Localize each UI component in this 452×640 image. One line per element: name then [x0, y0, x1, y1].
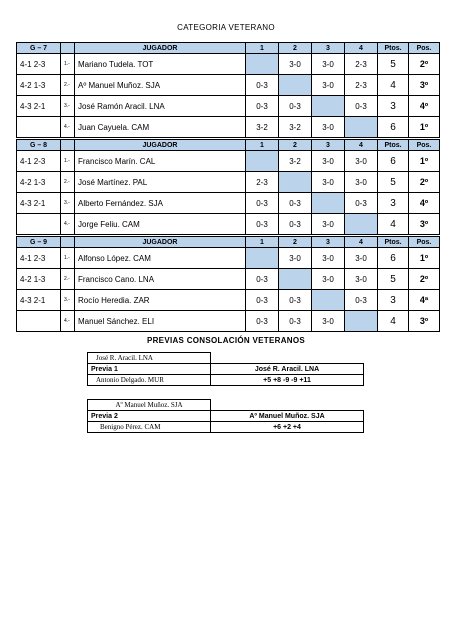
- result-vs-2: 3-0: [279, 248, 312, 269]
- result-vs-1: 0-3: [246, 311, 279, 332]
- position: 4º: [409, 96, 440, 117]
- result-vs-2: [279, 75, 312, 96]
- crossing-order: [17, 311, 61, 332]
- player-name: Alberto Fernández. SJA: [75, 193, 246, 214]
- result-vs-3: [312, 290, 345, 311]
- table-row: [17, 54, 440, 75]
- result-vs-2: 0-3: [279, 96, 312, 117]
- result-vs-3: 3-0: [312, 248, 345, 269]
- header-col-4: 4: [345, 237, 378, 248]
- result-vs-1: 0-3: [246, 96, 279, 117]
- group-name: G – 7: [17, 43, 61, 54]
- player-number: 3.-: [61, 96, 75, 117]
- group-table-g7: [16, 42, 440, 138]
- header-col-4: 4: [345, 43, 378, 54]
- result-vs-4: [345, 311, 378, 332]
- player-number: 2.-: [61, 172, 75, 193]
- previa-1-winner: José R. Aracil. LNA: [211, 364, 364, 375]
- table-row: [17, 269, 440, 290]
- player-name: Aº Manuel Muñoz. SJA: [75, 75, 246, 96]
- table-row: [17, 193, 440, 214]
- player-name: Juan Cayuela. CAM: [75, 117, 246, 138]
- result-vs-1: 0-3: [246, 193, 279, 214]
- position: 3º: [409, 311, 440, 332]
- position: 2º: [409, 269, 440, 290]
- player-number: 4.-: [61, 117, 75, 138]
- table-row: [17, 290, 440, 311]
- points: 6: [378, 248, 409, 269]
- header-col-1: 1: [246, 237, 279, 248]
- header-position: Pos.: [409, 237, 440, 248]
- result-vs-1: 0-3: [246, 214, 279, 235]
- previa-1-bottom-player: Antonio Delgado. MUR: [88, 375, 211, 386]
- group-table-g9: [16, 236, 440, 332]
- table-row: [17, 96, 440, 117]
- previa-2-table: [87, 399, 364, 433]
- table-row: [17, 151, 440, 172]
- result-vs-2: 0-3: [279, 193, 312, 214]
- previa-2-bottom-player: Benigno Pérez. CAM: [88, 422, 211, 433]
- player-number: 3.-: [61, 290, 75, 311]
- player-name: José Ramón Aracil. LNA: [75, 96, 246, 117]
- result-vs-2: 3-2: [279, 151, 312, 172]
- header-col-1: 1: [246, 43, 279, 54]
- position: 1º: [409, 117, 440, 138]
- header-blank: [61, 237, 75, 248]
- result-vs-4: 2-3: [345, 54, 378, 75]
- result-vs-3: [312, 193, 345, 214]
- player-name: Manuel Sánchez. ELI: [75, 311, 246, 332]
- result-vs-3: [312, 96, 345, 117]
- result-vs-3: 3-0: [312, 172, 345, 193]
- crossing-order: [17, 214, 61, 235]
- header-player: JUGADOR: [75, 237, 246, 248]
- header-col-3: 3: [312, 43, 345, 54]
- group-name: G – 8: [17, 140, 61, 151]
- result-vs-4: 0-3: [345, 290, 378, 311]
- header-position: Pos.: [409, 140, 440, 151]
- player-name: Francisco Cano. LNA: [75, 269, 246, 290]
- player-name: Jorge Feliu. CAM: [75, 214, 246, 235]
- crossing-order: 4-2 1-3: [17, 75, 61, 96]
- result-vs-4: 3-0: [345, 172, 378, 193]
- position: 4º: [409, 193, 440, 214]
- header-player: JUGADOR: [75, 140, 246, 151]
- previa-2-label: Previa 2: [88, 411, 211, 422]
- player-name: Mariano Tudela. TOT: [75, 54, 246, 75]
- result-vs-3: 3-0: [312, 214, 345, 235]
- points: 3: [378, 96, 409, 117]
- header-points: Ptos.: [378, 43, 409, 54]
- result-vs-1: 2-3: [246, 172, 279, 193]
- position: 4ª: [409, 290, 440, 311]
- header-col-2: 2: [279, 237, 312, 248]
- result-vs-3: 3-0: [312, 117, 345, 138]
- points: 4: [378, 311, 409, 332]
- result-vs-1: 0-3: [246, 75, 279, 96]
- player-number: 1.-: [61, 54, 75, 75]
- previa-2-winner: Aº Manuel Muñoz. SJA: [211, 411, 364, 422]
- crossing-order: 4-3 2-1: [17, 193, 61, 214]
- previas-title: PREVIAS CONSOLACIÓN VETERANOS: [146, 336, 306, 345]
- player-name: Francisco Marín. CAL: [75, 151, 246, 172]
- result-vs-1: 3-2: [246, 117, 279, 138]
- result-vs-4: 0-3: [345, 193, 378, 214]
- result-vs-2: [279, 172, 312, 193]
- header-col-4: 4: [345, 140, 378, 151]
- group-header-row: [17, 43, 440, 54]
- position: 3º: [409, 214, 440, 235]
- group-header-row: [17, 237, 440, 248]
- table-row: [17, 214, 440, 235]
- result-vs-1: 0-3: [246, 290, 279, 311]
- previa-2-top-player: Aº Manuel Muñoz. SJA: [88, 400, 211, 411]
- player-name: Alfonso López. CAM: [75, 248, 246, 269]
- position: 3º: [409, 75, 440, 96]
- crossing-order: 4-1 2-3: [17, 151, 61, 172]
- crossing-order: [17, 117, 61, 138]
- group-name: G – 9: [17, 237, 61, 248]
- table-row: [17, 172, 440, 193]
- player-number: 3.-: [61, 193, 75, 214]
- result-vs-3: 3-0: [312, 269, 345, 290]
- header-col-3: 3: [312, 140, 345, 151]
- crossing-order: 4-3 2-1: [17, 96, 61, 117]
- result-vs-4: 2-3: [345, 75, 378, 96]
- result-vs-4: 3-0: [345, 269, 378, 290]
- result-vs-4: 3-0: [345, 248, 378, 269]
- points: 6: [378, 117, 409, 138]
- result-vs-3: 3-0: [312, 311, 345, 332]
- previa-1-table: [87, 352, 364, 386]
- player-name: Rocío Heredia. ZAR: [75, 290, 246, 311]
- points: 5: [378, 172, 409, 193]
- result-vs-4: [345, 117, 378, 138]
- result-vs-2: 0-3: [279, 311, 312, 332]
- header-blank: [61, 140, 75, 151]
- header-col-3: 3: [312, 237, 345, 248]
- table-row: [17, 75, 440, 96]
- result-vs-2: 3-2: [279, 117, 312, 138]
- crossing-order: 4-2 1-3: [17, 172, 61, 193]
- table-row: [17, 248, 440, 269]
- header-col-2: 2: [279, 140, 312, 151]
- points: 5: [378, 54, 409, 75]
- result-vs-2: [279, 269, 312, 290]
- header-points: Ptos.: [378, 140, 409, 151]
- group-header-row: [17, 140, 440, 151]
- position: 2º: [409, 172, 440, 193]
- previa-1-score: +5 +8 -9 -9 +11: [211, 375, 364, 386]
- result-vs-3: 3-0: [312, 54, 345, 75]
- result-vs-3: 3-0: [312, 75, 345, 96]
- player-number: 1.-: [61, 151, 75, 172]
- result-vs-2: 0-3: [279, 290, 312, 311]
- position: 1º: [409, 151, 440, 172]
- crossing-order: 4-1 2-3: [17, 248, 61, 269]
- player-number: 4.-: [61, 311, 75, 332]
- position: 2º: [409, 54, 440, 75]
- crossing-order: 4-3 2-1: [17, 290, 61, 311]
- points: 3: [378, 290, 409, 311]
- result-vs-2: 0-3: [279, 214, 312, 235]
- result-vs-1: [246, 151, 279, 172]
- table-row: [17, 311, 440, 332]
- result-vs-1: [246, 248, 279, 269]
- points: 3: [378, 193, 409, 214]
- result-vs-3: 3-0: [312, 151, 345, 172]
- player-number: 1.-: [61, 248, 75, 269]
- player-number: 2.-: [61, 75, 75, 96]
- result-vs-1: 0-3: [246, 269, 279, 290]
- crossing-order: 4-2 1-3: [17, 269, 61, 290]
- header-player: JUGADOR: [75, 43, 246, 54]
- group-table-g8: [16, 139, 440, 235]
- points: 4: [378, 75, 409, 96]
- header-col-2: 2: [279, 43, 312, 54]
- result-vs-4: 0-3: [345, 96, 378, 117]
- result-vs-1: [246, 54, 279, 75]
- position: 1º: [409, 248, 440, 269]
- result-vs-4: [345, 214, 378, 235]
- result-vs-4: 3-0: [345, 151, 378, 172]
- points: 5: [378, 269, 409, 290]
- table-row: [17, 117, 440, 138]
- player-number: 2.-: [61, 269, 75, 290]
- previa-1-label: Previa 1: [88, 364, 211, 375]
- result-vs-2: 3-0: [279, 54, 312, 75]
- crossing-order: 4-1 2-3: [17, 54, 61, 75]
- points: 4: [378, 214, 409, 235]
- header-blank: [61, 43, 75, 54]
- player-name: José Martínez. PAL: [75, 172, 246, 193]
- points: 6: [378, 151, 409, 172]
- page-title: CATEGORIA VETERANO: [177, 23, 275, 32]
- header-col-1: 1: [246, 140, 279, 151]
- previa-1-top-player: José R. Aracil. LNA: [88, 353, 211, 364]
- header-points: Ptos.: [378, 237, 409, 248]
- previa-2-score: +6 +2 +4: [211, 422, 364, 433]
- header-position: Pos.: [409, 43, 440, 54]
- player-number: 4.-: [61, 214, 75, 235]
